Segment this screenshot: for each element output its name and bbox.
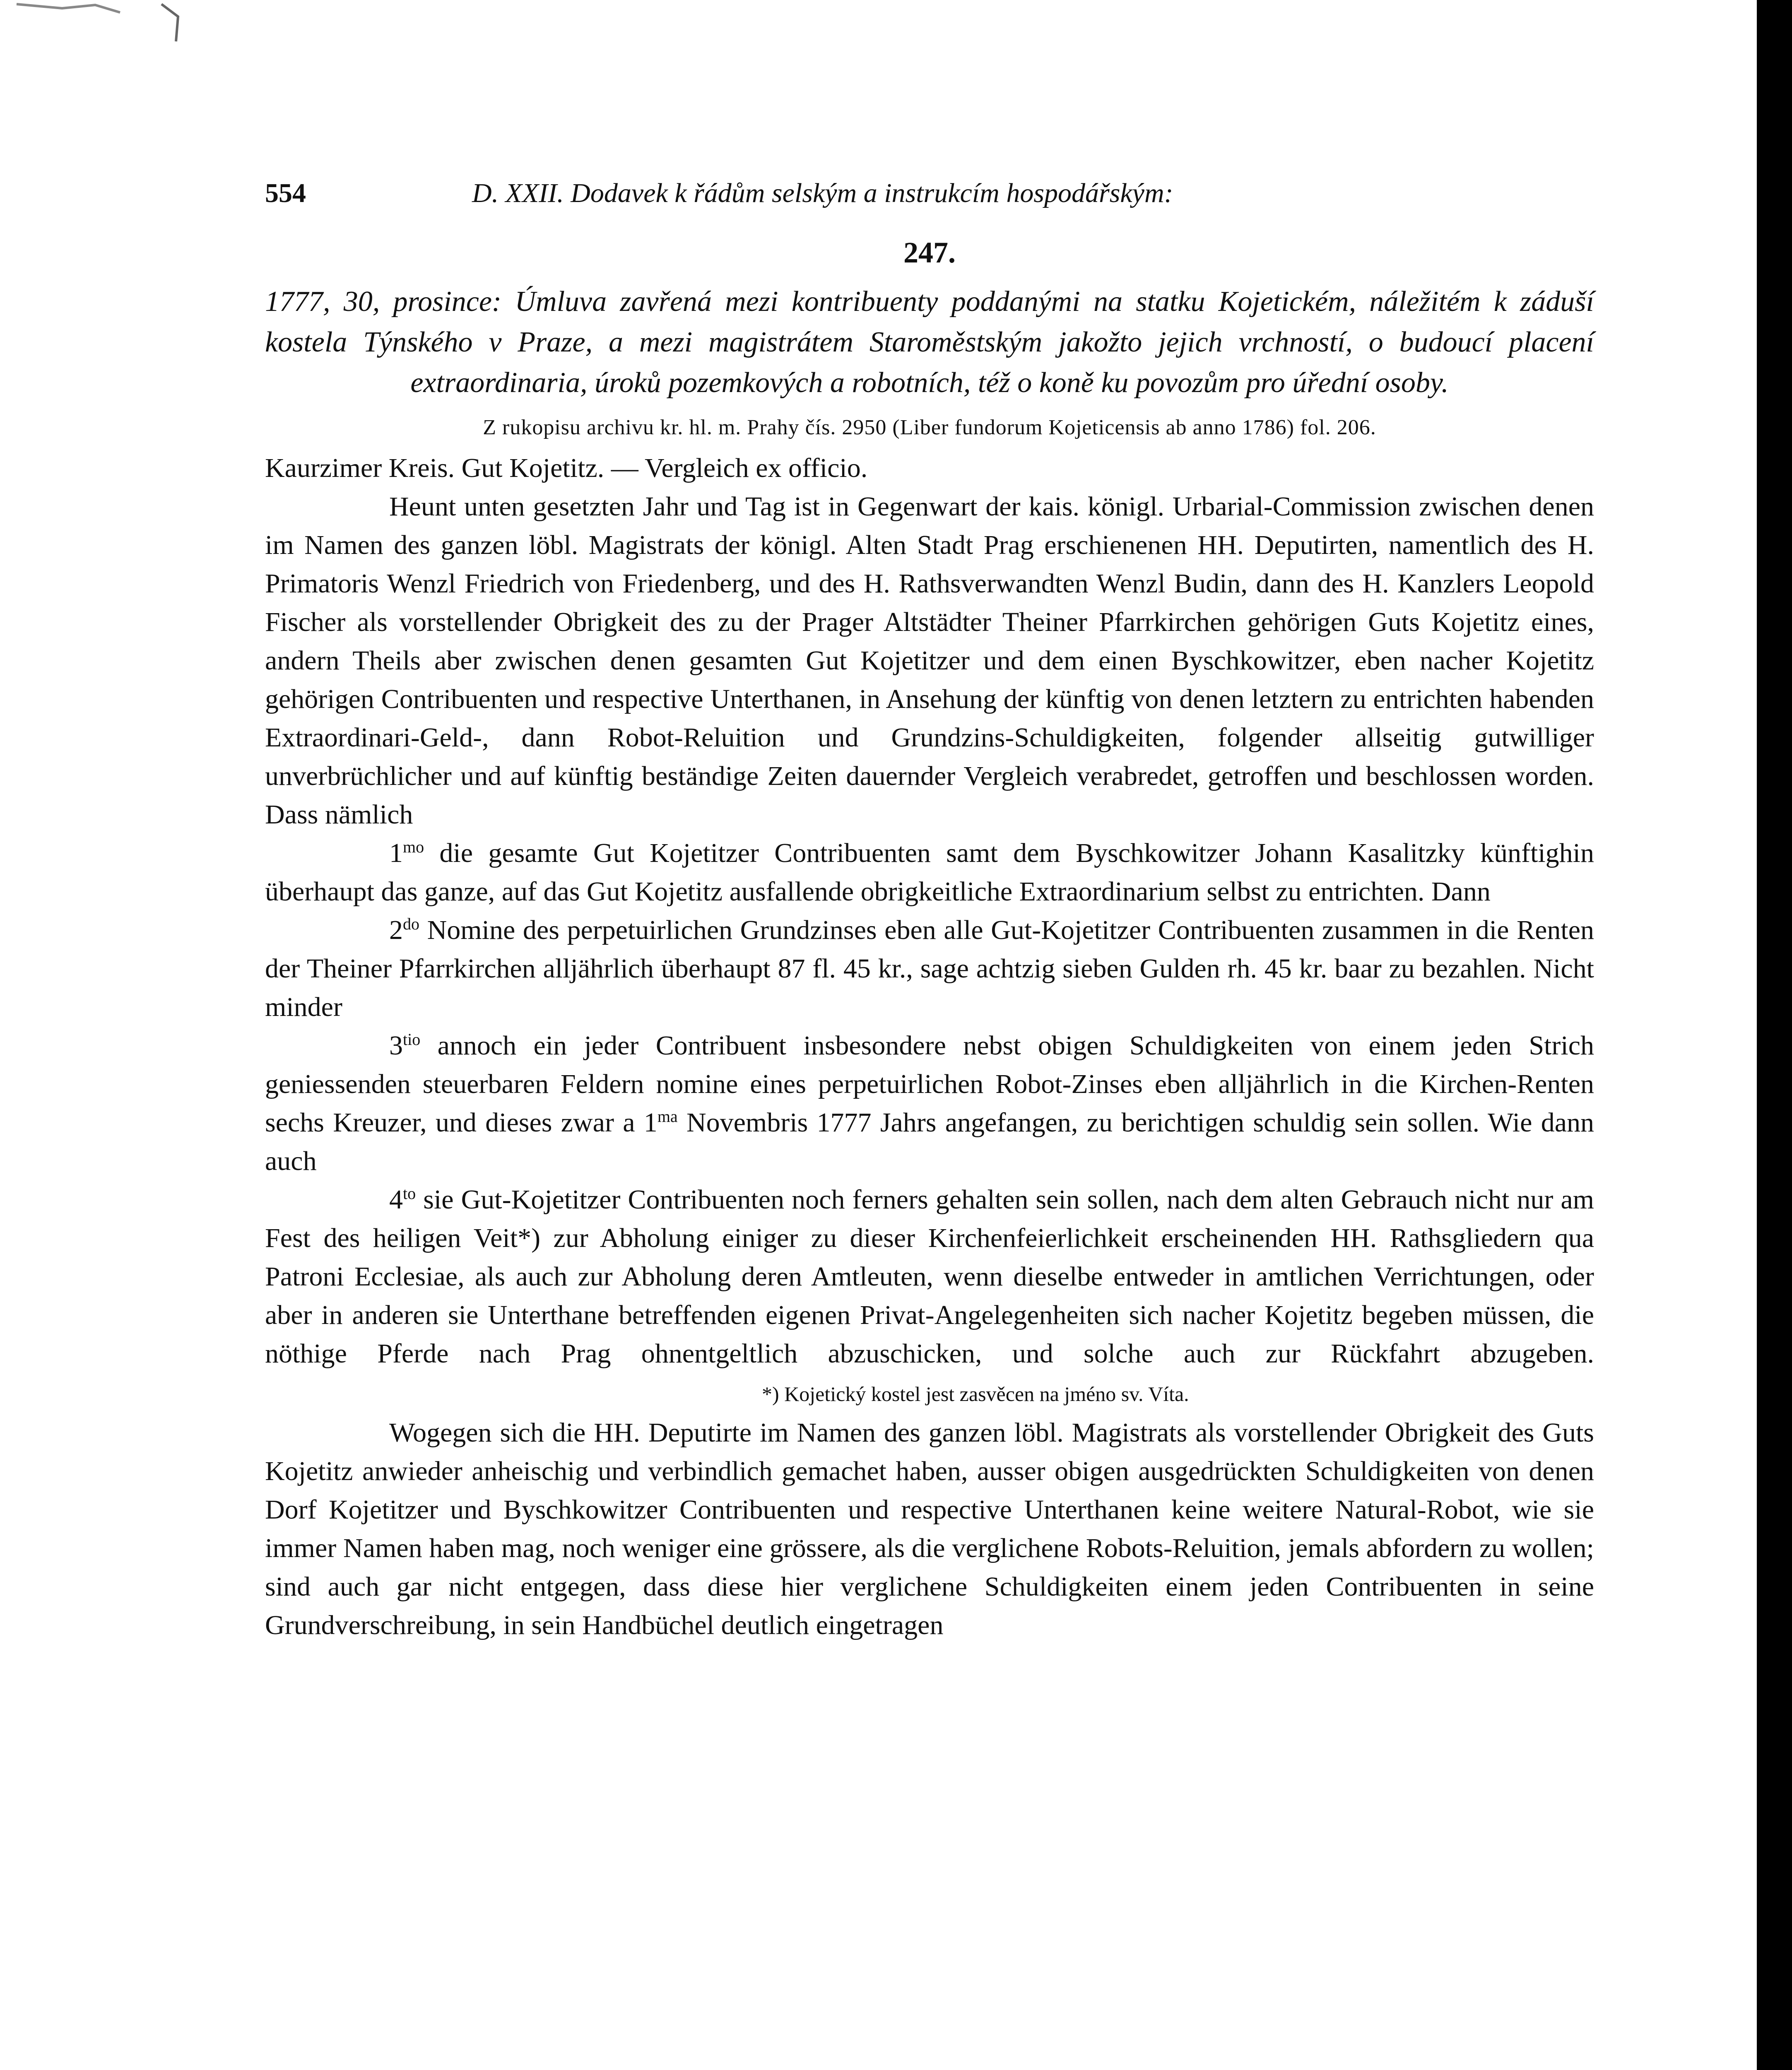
article-2-ordinal: do <box>403 915 419 933</box>
article-4-text: sie Gut-Kojetitzer Contribuenten noch ferners gehalten sein sollen, nach dem alten Gebrauch nicht nur am Fest des heiligen Veit*) zur Abholung einiger zu dieser Kirchenfeierlichkeit erscheinenden HH. Rathsgliedern qua Patroni Ecclesiae, als auch zur Abholung deren Amtleuten, wenn dieselbe entweder in amtlichen Verrichtungen, oder aber in anderen sie Unterthane betreffenden eigenen Privat-Angelegenheiten sich nacher Kojetitz begeben müssen, die nöthige Pferde nach Prag ohnentgeltlich abzuschicken, und solche auch zur Rückfahrt abzugeben. <box>265 1184 1594 1369</box>
article-3 <box>265 1026 1594 1180</box>
document-number: 247. <box>903 236 956 269</box>
footnote: *) Kojetický kostel jest zasvěcen na jméno sv. Víta. <box>762 1382 1189 1406</box>
scan-artifact-mark <box>12 0 186 50</box>
page-body <box>265 174 1594 1644</box>
page-header <box>265 174 1594 215</box>
kreis-line: Kaurzimer Kreis. Gut Kojetitz. — Vergleich ex officio. <box>265 453 868 483</box>
regest: 1777, 30, prosince: Úmluva zavřená mezi kontribuenty poddanými na statku Kojetickém, náležitém k záduší kostela Týnského v Praze, a mezi magistrátem Staroměstským jakožto jejich vrchností, o budoucí placení extraordinaria, úroků pozemkových a robotních, též o koně ku povozům pro úřední osoby. <box>265 286 1594 399</box>
article-4-ordinal: to <box>403 1184 416 1203</box>
page-number: 554 <box>265 178 306 208</box>
source-citation: Z rukopisu archivu kr. hl. m. Prahy čís. 2950 (Liber fundorum Kojeticensis ab anno 1786) fol. 206. <box>483 416 1376 439</box>
article-1-ordinal: mo <box>403 838 424 856</box>
article-2-number: 2 <box>389 915 403 945</box>
article-3-text-before: annoch ein jeder Contribuent insbesondere nebst obigen Schuldigkeiten von einem jeden Strich geniessenden steuerbaren Feldern nomine eines perpetuirlichen Robot-Zinses eben alljährlich in die Kirchen-Renten sechs Kreuzer, und dieses zwar a 1 <box>265 1030 1594 1138</box>
article-3-text-after: Novembris 1777 Jahrs angefangen, zu berichtigen schuldig sein sollen. Wie dann auch <box>265 1107 1594 1176</box>
article-2-text: Nomine des perpetuirlichen Grundzinses eben alle Gut-Kojetitzer Contribuenten zusammen in die Renten der Theiner Pfarrkirchen alljährlich überhaupt 87 fl. 45 kr., sage achtzig sieben Gulden rh. 45 kr. baar zu bezahlen. Nicht minder <box>265 915 1594 1022</box>
closing-paragraph: Wogegen sich die HH. Deputirte im Namen des ganzen löbl. Magistrats als vorstellender Obrigkeit des Guts Kojetitz anwieder anheischig und verbindlich gemachet haben, ausser obigen ausgedrückten Schuldigkeiten von denen Dorf Kojetitzer und Byschkowitzer Contribuenten und respective Unterthanen keine weitere Natural-Robot, wie sie immer Namen haben mag, noch weniger eine grössere, als die verglichene Robots-Reluition, jemals abfordern zu wollen; sind auch gar nicht entgegen, dass diese hier verglichene Schuldigkeiten einem jeden Contribuenten in seine Grundverschreibung, in sein Handbüchel deutlich eingetragen <box>265 1418 1594 1640</box>
article-1-number: 1 <box>389 838 403 868</box>
article-4-number: 4 <box>389 1184 403 1215</box>
article-2 <box>265 911 1594 1026</box>
article-4 <box>265 1180 1594 1413</box>
article-1 <box>265 834 1594 911</box>
scan-border-right <box>1757 0 1792 2070</box>
article-3-number: 3 <box>389 1030 403 1061</box>
article-3-ordinal: tio <box>403 1030 421 1049</box>
running-head: D. XXII. Dodavek k řádům selským a instrukcím hospodářským: <box>472 178 1173 208</box>
intro-paragraph: Heunt unten gesetzten Jahr und Tag ist in Gegenwart der kais. königl. Urbarial-Commission zwischen denen im Namen des ganzen löbl. Magistrats der königl. Alten Stadt Prag erschienenen HH. Deputirten, namentlich des H. Primatoris Wenzl Friedrich von Friedenberg, und des H. Rathsverwandten Wenzl Budin, dann des H. Kanzlers Leopold Fischer als vorstellender Obrigkeit des zu der Prager Altstädter Theiner Pfarrkirchen gehörigen Guts Kojetitz eines, andern Theils aber zwischen denen gesamten Gut Kojetitzer und dem einen Byschkowitzer, eben nacher Kojetitz gehörigen Contribuenten und respective Unterthanen, in Ansehung der künftig von denen letztern zu entrichten habenden Extraordinari-Geld-, dann Robot-Reluition und Grundzins-Schuldigkeiten, folgender allseitig gutwilliger unverbrüchlicher und auf künftig beständige Zeiten dauernder Vergleich verabredet, getroffen und beschlossen worden. Dass nämlich <box>265 491 1594 830</box>
article-3-inner-ordinal: ma <box>657 1107 678 1126</box>
article-1-text: die gesamte Gut Kojetitzer Contribuenten samt dem Byschkowitzer Johann Kasalitzky künftighin überhaupt das ganze, auf das Gut Kojetitz ausfallende obrigkeitliche Extraordinarium selbst zu entrichten. Dann <box>265 838 1594 907</box>
